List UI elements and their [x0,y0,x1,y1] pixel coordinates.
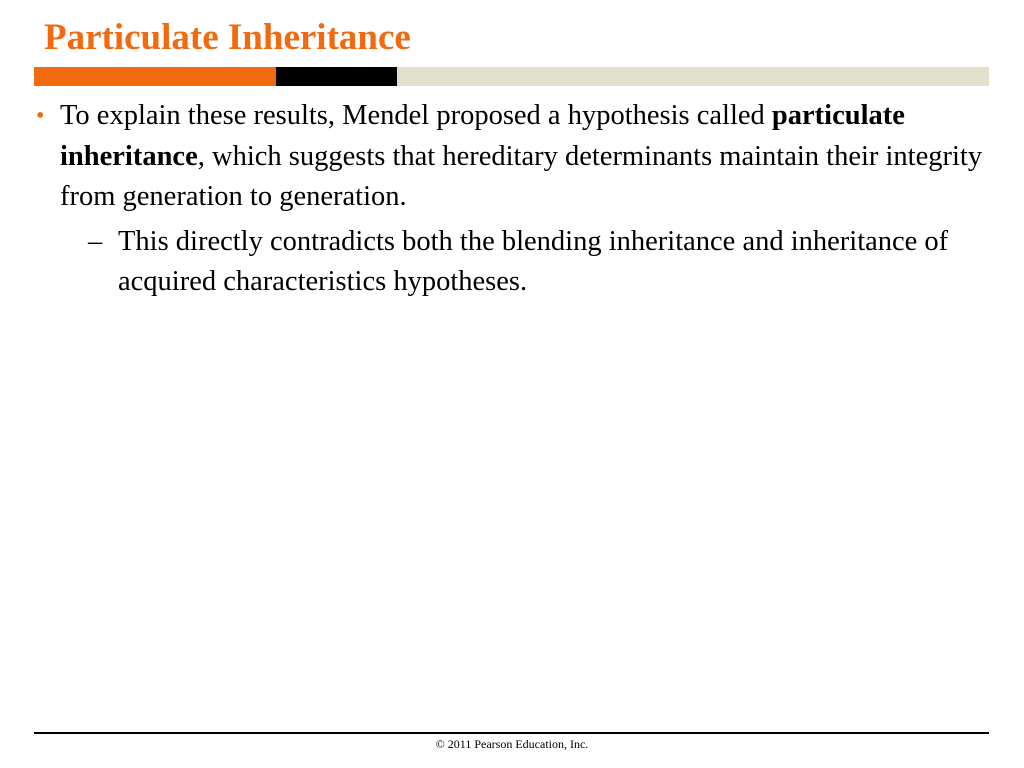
footer-divider [34,732,989,734]
bullet-marker-icon: • [36,103,45,129]
accent-bar-black-segment [276,67,397,86]
bullet-text-after: , which suggests that hereditary determinants maintain their integrity from generation to generation. [60,140,983,212]
bullet-text-before: To explain these results, Mendel proposed a hypothesis called [60,100,772,131]
title-accent-bar [34,67,989,86]
sub-bullet-marker-icon: – [88,225,103,257]
bullet-key-term: particulate inheritance [60,100,905,172]
footer-copyright: © 2011 Pearson Education, Inc. [435,737,589,751]
slide-title: Particulate Inheritance [44,17,411,58]
bullet-item [36,96,996,218]
sub-bullet-item [36,222,996,303]
accent-bar-orange-segment [34,67,276,86]
accent-bar-beige-segment [397,67,989,86]
sub-bullet-text: This directly contradicts both the blending inheritance and inheritance of acquired characteristics hypotheses. [118,225,949,297]
slide-body [36,96,996,303]
